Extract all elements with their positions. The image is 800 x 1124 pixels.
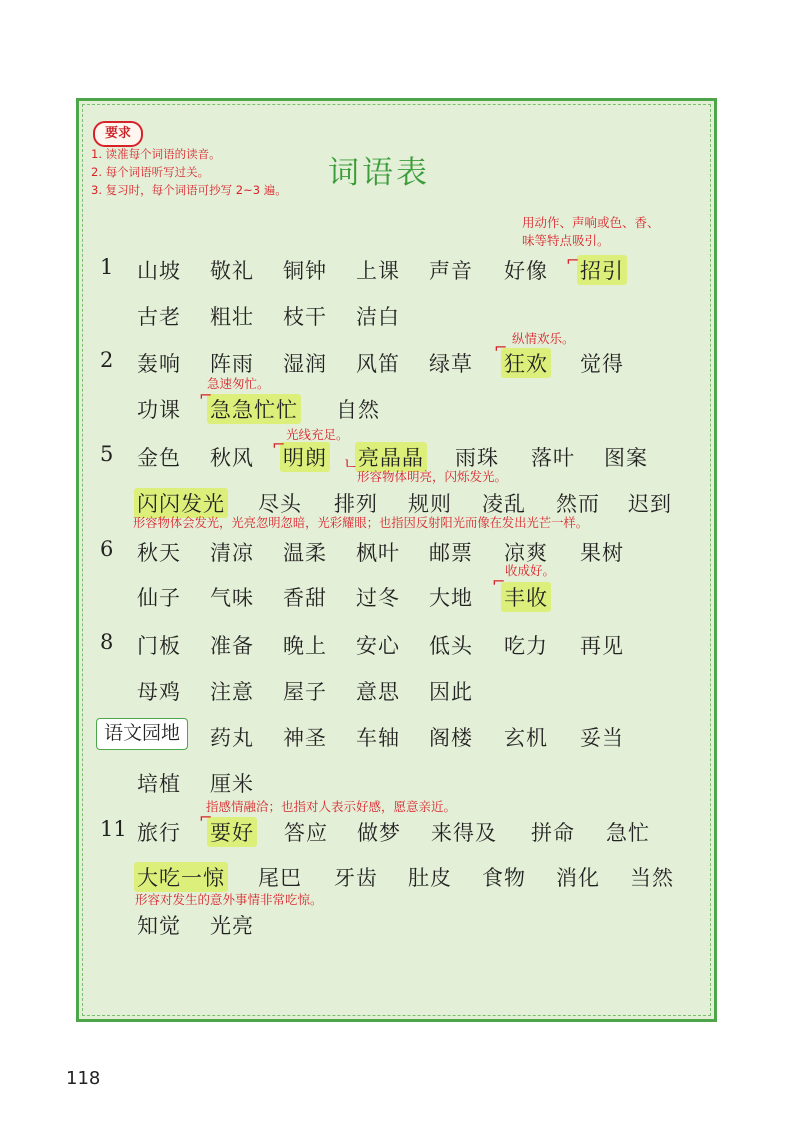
annotation-arrow-icon: ⌐	[272, 435, 286, 454]
vocab-word: 药丸	[210, 726, 254, 750]
vocab-word: 当然	[630, 866, 674, 890]
vocab-word: 晚上	[283, 634, 327, 658]
vocab-word: 肚皮	[408, 866, 452, 890]
vocab-word-highlighted: 明朗	[280, 442, 330, 472]
vocab-word: 粗壮	[210, 305, 254, 329]
vocab-word-highlighted: 要好	[207, 817, 257, 847]
vocab-word: 温柔	[283, 541, 327, 565]
lesson-number: 8	[100, 630, 114, 654]
vocab-word: 秋风	[210, 446, 254, 470]
requirement-item: 3. 复习时，每个词语可抄写 2~3 遍。	[91, 183, 287, 197]
annotation-arrow-icon: ⌐	[199, 808, 213, 827]
vocab-word: 大地	[429, 586, 473, 610]
vocab-word: 气味	[210, 586, 254, 610]
vocab-word: 好像	[504, 259, 548, 283]
vocab-word: 母鸡	[137, 680, 181, 704]
annotation-arrow-icon: ㄴ	[343, 454, 359, 473]
vocab-word: 玄机	[504, 726, 548, 750]
vocab-word: 再见	[580, 634, 624, 658]
vocab-word: 意思	[356, 680, 400, 704]
annotation-note: 形容物体明亮，闪烁发光。	[357, 469, 508, 484]
annotation-note: 急速匆忙。	[207, 376, 270, 391]
vocab-word: 绿草	[429, 352, 473, 376]
vocab-word: 食物	[482, 866, 526, 890]
vocab-word: 注意	[210, 680, 254, 704]
vocab-word-highlighted: 招引	[577, 255, 627, 285]
annotation-arrow-icon: ⌐	[494, 338, 508, 357]
vocab-word: 培植	[137, 772, 181, 796]
annotation-note: 形容物体会发光，光亮忽明忽暗，光彩耀眼；也指因反射阳光而像在发出光芒一样。	[133, 516, 588, 530]
vocab-word: 吃力	[504, 634, 548, 658]
vocab-word: 山坡	[137, 259, 181, 283]
vocab-word: 上课	[356, 259, 400, 283]
annotation-arrow-icon: ⌐	[199, 386, 213, 405]
requirements-badge: 要求	[93, 121, 143, 147]
vocab-word: 光亮	[210, 914, 254, 938]
vocab-word-highlighted: 闪闪发光	[134, 488, 228, 518]
annotation-note: 收成好。	[505, 563, 556, 578]
lesson-number: 2	[100, 348, 114, 372]
vocab-word: 车轴	[356, 726, 400, 750]
annotation-note: 指感情融洽；也指对人表示好感，愿意亲近。	[206, 799, 457, 814]
annotation-arrow-icon: ⌐	[492, 572, 506, 591]
vocab-word-highlighted: 丰收	[501, 582, 551, 612]
vocab-word: 香甜	[283, 586, 327, 610]
vocab-word-highlighted: 大吃一惊	[134, 862, 228, 892]
vocab-word: 枫叶	[356, 541, 400, 565]
annotation-note: 光线充足。	[286, 427, 349, 442]
vocab-word: 知觉	[137, 914, 181, 938]
vocab-word: 因此	[429, 680, 473, 704]
vocab-word: 清凉	[210, 541, 254, 565]
lesson-number: 6	[100, 537, 114, 561]
vocab-word: 凉爽	[504, 541, 548, 565]
vocab-word: 秋天	[137, 541, 181, 565]
vocab-word: 轰响	[137, 352, 181, 376]
annotation-note: 形容对发生的意外事情非常吃惊。	[135, 892, 323, 907]
vocab-word: 迟到	[628, 492, 672, 516]
lesson-number: 5	[100, 442, 114, 466]
vocab-word: 自然	[336, 398, 380, 422]
annotation-arrow-icon: ⌐	[566, 251, 580, 270]
vocab-word: 屋子	[283, 680, 327, 704]
vocab-word: 落叶	[531, 446, 575, 470]
vocab-word-highlighted: 亮晶晶	[355, 442, 427, 472]
vocab-word: 觉得	[580, 352, 624, 376]
vocab-word: 仙子	[137, 586, 181, 610]
vocab-word: 准备	[210, 634, 254, 658]
page-number: 118	[66, 1068, 101, 1089]
vocab-word: 妥当	[580, 726, 624, 750]
vocab-word: 安心	[356, 634, 400, 658]
annotation-note: 纵情欢乐。	[512, 331, 575, 346]
vocab-word: 尽头	[258, 492, 302, 516]
vocab-word: 急忙	[606, 821, 650, 845]
vocab-word: 枝干	[283, 305, 327, 329]
chinese-garden-label: 语文园地	[96, 718, 188, 750]
lesson-number: 1	[100, 255, 114, 279]
vocab-word: 洁白	[356, 305, 400, 329]
vocab-word: 低头	[429, 634, 473, 658]
vocab-word: 过冬	[356, 586, 400, 610]
vocab-word: 规则	[408, 492, 452, 516]
vocab-word: 做梦	[357, 821, 401, 845]
vocab-word: 邮票	[429, 541, 473, 565]
vocab-word: 凌乱	[482, 492, 526, 516]
vocab-word: 然而	[556, 492, 600, 516]
vocab-word: 图案	[604, 446, 648, 470]
vocab-word: 神圣	[283, 726, 327, 750]
requirement-item: 2. 每个词语听写过关。	[91, 165, 210, 179]
vocab-word: 门板	[137, 634, 181, 658]
vocab-word: 声音	[429, 259, 473, 283]
vocab-word-highlighted: 急急忙忙	[207, 394, 301, 424]
vocab-word: 风笛	[356, 352, 400, 376]
vocab-word: 湿润	[283, 352, 327, 376]
vocab-word: 厘米	[210, 772, 254, 796]
vocab-word: 金色	[137, 446, 181, 470]
vocab-word: 旅行	[137, 821, 181, 845]
vocab-word-highlighted: 狂欢	[501, 348, 551, 378]
vocab-word: 牙齿	[334, 866, 378, 890]
annotation-note: 用动作、声响或色、香、	[522, 215, 660, 230]
vocab-word: 雨珠	[455, 446, 499, 470]
vocab-word: 果树	[580, 541, 624, 565]
vocab-word: 拼命	[531, 821, 575, 845]
vocab-word: 消化	[556, 866, 600, 890]
vocab-word: 敬礼	[210, 259, 254, 283]
vocab-word: 答应	[284, 821, 328, 845]
vocab-word: 铜钟	[283, 259, 327, 283]
lesson-number: 11	[100, 817, 127, 841]
vocab-word: 来得及	[431, 821, 497, 845]
page-title: 词语表	[328, 155, 430, 191]
vocab-word: 古老	[137, 305, 181, 329]
requirement-item: 1. 读准每个词语的读音。	[91, 147, 221, 161]
vocab-word: 阵雨	[210, 352, 254, 376]
vocab-word: 尾巴	[258, 866, 302, 890]
vocab-word: 阁楼	[429, 726, 473, 750]
vocab-word: 排列	[334, 492, 378, 516]
vocab-word: 功课	[137, 398, 181, 422]
annotation-note: 味等特点吸引。	[522, 233, 610, 248]
